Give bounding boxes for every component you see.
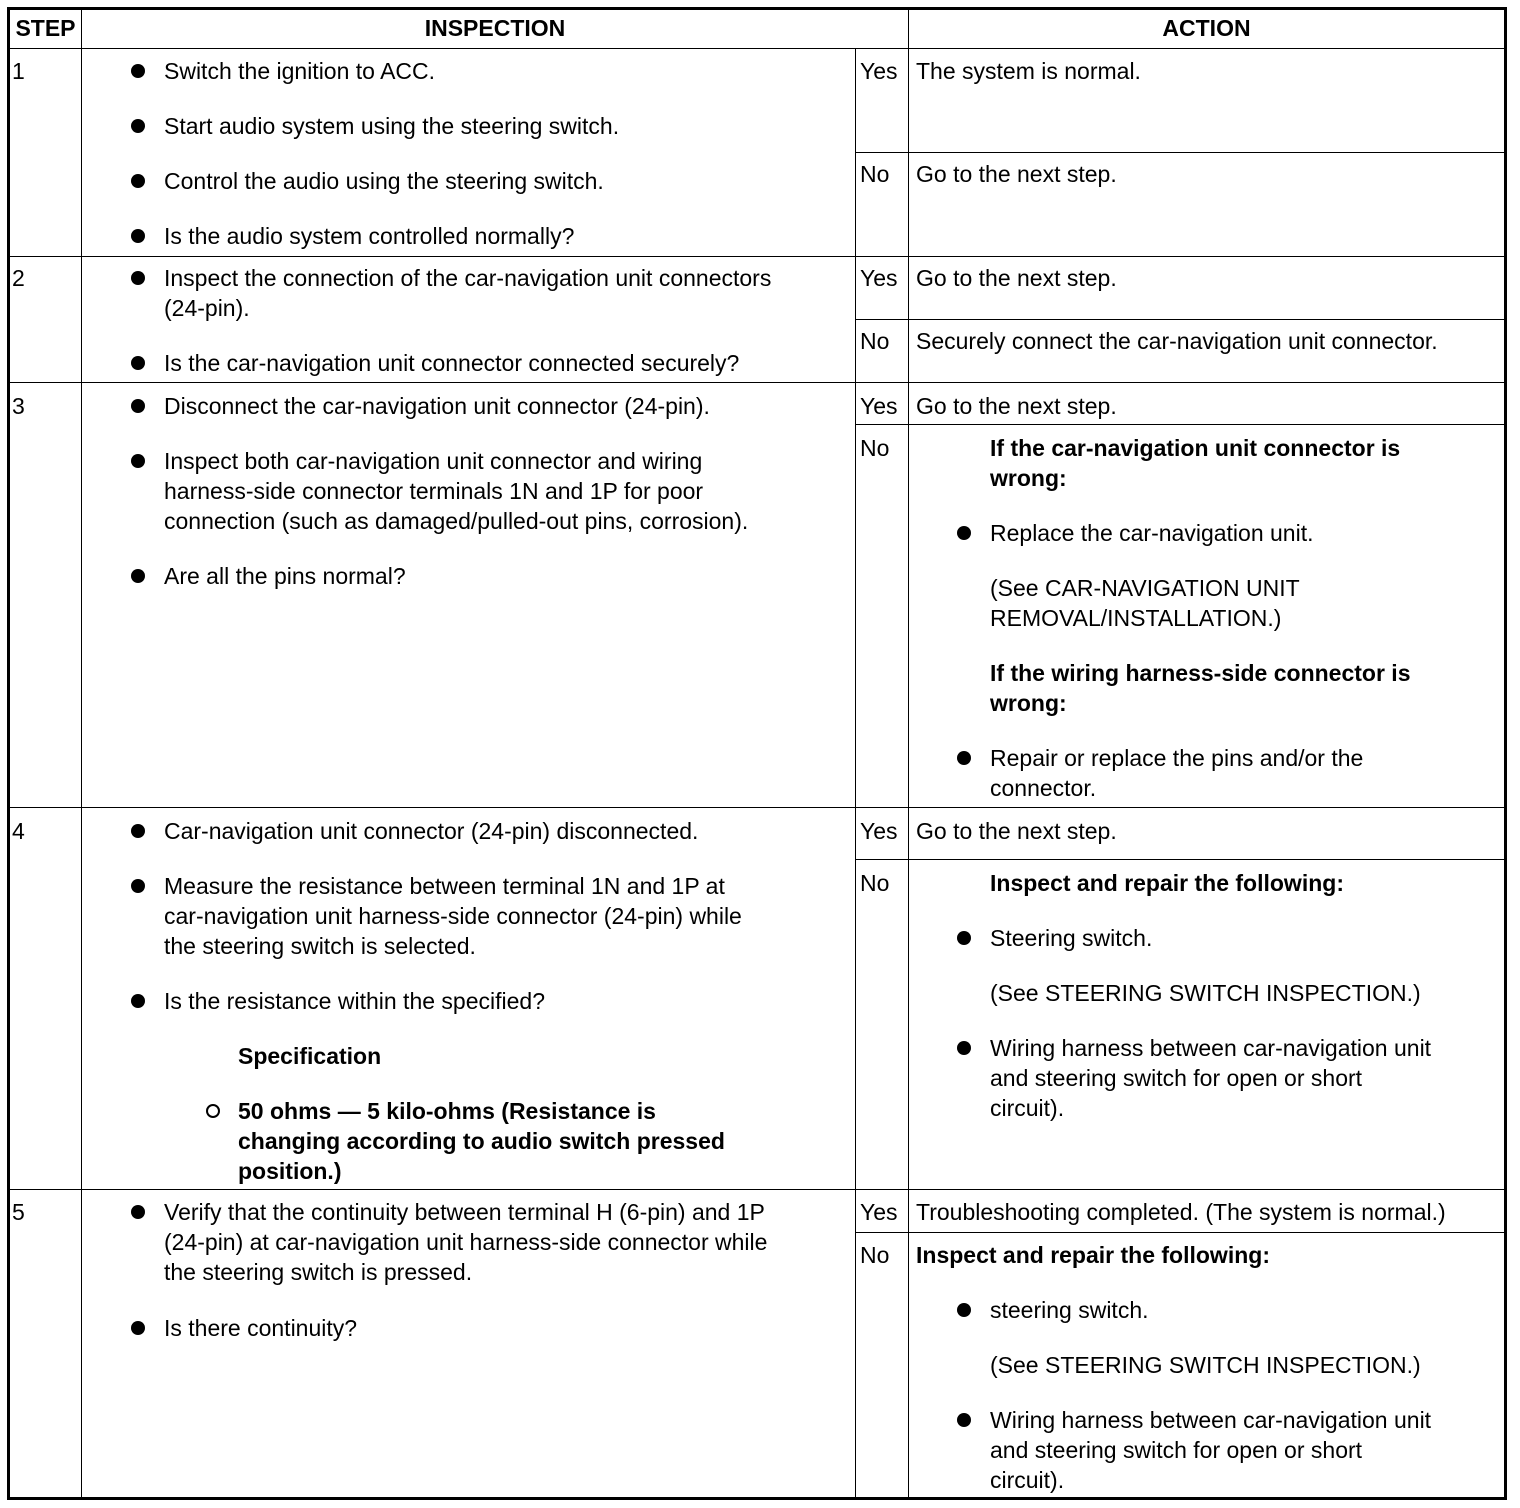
action-heading-line: If the car-navigation unit connector is: [990, 435, 1401, 461]
inspection-item-line: car-navigation unit harness-side connector (24-pin) while: [164, 903, 742, 929]
header-action: ACTION: [1162, 15, 1251, 41]
no-label: No: [860, 435, 890, 461]
row-divider-header: [7, 48, 1507, 49]
step-number: 4: [12, 818, 25, 844]
inspection-item-line: (24-pin).: [164, 295, 250, 321]
row-divider-2: [7, 382, 1507, 383]
yes-label: Yes: [860, 1199, 898, 1225]
no-label: No: [860, 1242, 890, 1268]
step-number: 5: [12, 1199, 25, 1225]
header-inspection: INSPECTION: [424, 15, 566, 41]
inspection-item-line: (24-pin) at car-navigation unit harness-side connector while: [164, 1229, 768, 1255]
no-action: Go to the next step.: [916, 161, 1117, 187]
action-heading-line: wrong:: [990, 690, 1067, 716]
action-item-line: circuit).: [990, 1095, 1065, 1121]
action-reference-line: (See CAR-NAVIGATION UNIT: [990, 575, 1300, 601]
inspection-item-line: the steering switch is selected.: [164, 933, 476, 959]
circle-bullet-icon: [206, 1104, 220, 1118]
action-item: steering switch.: [990, 1297, 1149, 1323]
table-border-right: [1504, 7, 1507, 1500]
action-item-line: and steering switch for open or short: [990, 1437, 1363, 1463]
col-divider-action: [908, 7, 909, 1500]
header-step: STEP: [15, 15, 76, 41]
bullet-icon: [957, 1041, 971, 1055]
bullet-icon: [131, 879, 145, 893]
inspection-item: Is the audio system controlled normally?: [164, 223, 575, 249]
action-item-line: Wiring harness between car-navigation unit: [990, 1407, 1432, 1433]
yes-action: Troubleshooting completed. (The system is normal.): [916, 1199, 1446, 1225]
bullet-icon: [131, 64, 145, 78]
action-heading: Inspect and repair the following:: [916, 1242, 1270, 1268]
row-divider-1: [7, 256, 1507, 257]
yes-no-divider-5: [855, 1232, 1507, 1233]
inspection-item-line: Inspect the connection of the car-navigation unit connectors: [164, 265, 772, 291]
bullet-icon: [131, 174, 145, 188]
bullet-icon: [131, 454, 145, 468]
inspection-item-line: connection (such as damaged/pulled-out pins, corrosion).: [164, 508, 749, 534]
no-label: No: [860, 161, 890, 187]
action-reference: (See STEERING SWITCH INSPECTION.): [990, 1352, 1421, 1378]
yes-no-divider-1: [855, 152, 1507, 153]
table-border-top: [7, 7, 1507, 10]
inspection-item-line: Measure the resistance between terminal 1N and 1P at: [164, 873, 725, 899]
inspection-item-line: the steering switch is pressed.: [164, 1259, 473, 1285]
bullet-icon: [131, 824, 145, 838]
yes-label: Yes: [860, 818, 898, 844]
inspection-item-line: Inspect both car-navigation unit connector and wiring: [164, 448, 703, 474]
yes-no-divider-3: [855, 424, 1507, 425]
action-heading-line: If the wiring harness-side connector is: [990, 660, 1411, 686]
specification-value-line: changing according to audio switch pressed: [238, 1128, 725, 1154]
step-number: 2: [12, 265, 25, 291]
row-divider-3: [7, 807, 1507, 808]
action-reference: (See STEERING SWITCH INSPECTION.): [990, 980, 1421, 1006]
inspection-item-line: Verify that the continuity between terminal H (6-pin) and 1P: [164, 1199, 765, 1225]
col-divider-step: [81, 7, 82, 1500]
yes-no-divider-4: [855, 859, 1507, 860]
bullet-icon: [131, 1205, 145, 1219]
bullet-icon: [131, 569, 145, 583]
inspection-item: Are all the pins normal?: [164, 563, 406, 589]
inspection-item: Control the audio using the steering switch.: [164, 168, 604, 194]
yes-action: Go to the next step.: [916, 393, 1117, 419]
bullet-icon: [957, 1303, 971, 1317]
row-divider-4: [7, 1189, 1507, 1190]
inspection-item: Start audio system using the steering switch.: [164, 113, 620, 139]
specification-label: Specification: [238, 1043, 382, 1069]
inspection-item: Is the resistance within the specified?: [164, 988, 545, 1014]
yes-label: Yes: [860, 58, 898, 84]
no-action: Securely connect the car-navigation unit connector.: [916, 328, 1438, 354]
inspection-item: Car-navigation unit connector (24-pin) disconnected.: [164, 818, 699, 844]
inspection-item-line: harness-side connector terminals 1N and 1P for poor: [164, 478, 704, 504]
yes-no-divider-2: [855, 319, 1507, 320]
yes-label: Yes: [860, 393, 898, 419]
col-divider-result: [855, 48, 856, 1498]
action-item-line: Repair or replace the pins and/or the: [990, 745, 1364, 771]
bullet-icon: [131, 119, 145, 133]
action-heading: Inspect and repair the following:: [990, 870, 1344, 896]
action-item-line: circuit).: [990, 1467, 1065, 1493]
no-label: No: [860, 870, 890, 896]
yes-label: Yes: [860, 265, 898, 291]
bullet-icon: [957, 1413, 971, 1427]
yes-action: The system is normal.: [916, 58, 1141, 84]
no-label: No: [860, 328, 890, 354]
bullet-icon: [131, 994, 145, 1008]
action-heading-line: wrong:: [990, 465, 1067, 491]
inspection-item: Is there continuity?: [164, 1315, 358, 1341]
bullet-icon: [131, 356, 145, 370]
table-border-bottom: [7, 1497, 1507, 1500]
inspection-item: Switch the ignition to ACC.: [164, 58, 436, 84]
bullet-icon: [131, 399, 145, 413]
specification-value-line: 50 ohms — 5 kilo-ohms (Resistance is: [238, 1098, 656, 1124]
step-number: 1: [12, 58, 25, 84]
bullet-icon: [131, 229, 145, 243]
bullet-icon: [131, 1321, 145, 1335]
bullet-icon: [957, 931, 971, 945]
action-reference-line: REMOVAL/INSTALLATION.): [990, 605, 1282, 631]
table-border-left: [7, 7, 10, 1500]
bullet-icon: [957, 751, 971, 765]
yes-action: Go to the next step.: [916, 265, 1117, 291]
yes-action: Go to the next step.: [916, 818, 1117, 844]
action-item: Replace the car-navigation unit.: [990, 520, 1314, 546]
bullet-icon: [131, 271, 145, 285]
action-item-line: connector.: [990, 775, 1097, 801]
inspection-item: Is the car-navigation unit connector connected securely?: [164, 350, 740, 376]
step-number: 3: [12, 393, 25, 419]
specification-value-line: position.): [238, 1158, 342, 1184]
bullet-icon: [957, 526, 971, 540]
action-item-line: and steering switch for open or short: [990, 1065, 1363, 1091]
inspection-item: Disconnect the car-navigation unit connector (24-pin).: [164, 393, 710, 419]
action-item-line: Wiring harness between car-navigation unit: [990, 1035, 1432, 1061]
action-item: Steering switch.: [990, 925, 1153, 951]
